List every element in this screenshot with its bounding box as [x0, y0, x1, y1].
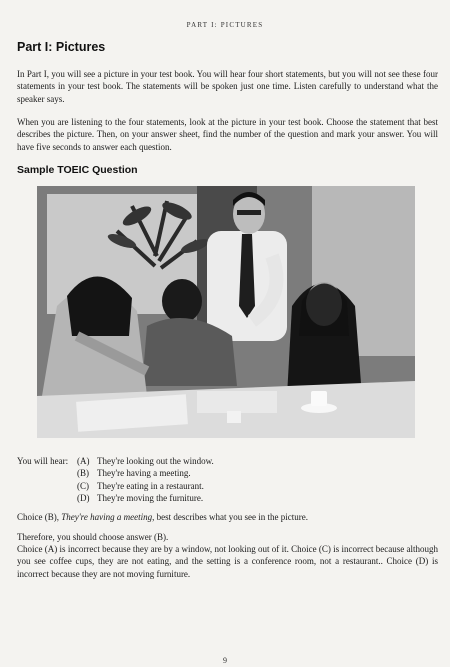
coffee-cup [311, 391, 327, 406]
intro-paragraph-2: When you are listening to the four statements, look at the picture in your test book. Choose the statement that best describes the picture. Then, on your answer sheet, find the number of the question and mark your answer. You will have five seconds to answer each question. [17, 117, 438, 152]
option-text: They're looking out the window. [97, 456, 214, 466]
answer-suffix: , best describes what you see in the picture. [152, 512, 309, 522]
option-text: They're having a meeting. [97, 468, 191, 479]
answer-statement [17, 511, 438, 523]
option-text: They're moving the furniture. [97, 492, 204, 503]
option-b [77, 467, 214, 479]
option-letter: (B) [77, 468, 89, 479]
option-a [77, 455, 214, 467]
option-text: They're eating in a restaurant. [97, 480, 204, 491]
therefore-line: Therefore, you should choose answer (B). [17, 532, 169, 542]
option-c [77, 480, 214, 492]
sample-photo [37, 186, 415, 438]
running-head: PART I: PICTURES [186, 21, 264, 29]
option-letter: (C) [77, 480, 89, 491]
option-d [77, 492, 214, 504]
you-will-hear-label: You will hear: [17, 456, 69, 466]
explanation-paragraph: Choice (A) is incorrect because they are by a window, not looking out of it. Choice (C) is incorrect because although you see coffee cups, they are not eating, and the setting is a conference room, not a restaurant.. Choice (D) is incorrect because they are not moving furniture. [17, 544, 438, 579]
option-letter: (A) [77, 456, 90, 466]
answer-italic: They're having a meeting [61, 512, 153, 522]
option-letter: (D) [77, 492, 90, 503]
meeting-photo-illustration [37, 186, 415, 438]
section-title: Part I: Pictures [17, 40, 106, 54]
coffee-cup-2 [227, 411, 241, 423]
answer-options [77, 455, 214, 504]
page-number: 9 [223, 656, 227, 665]
answer-prefix: Choice (B), [17, 512, 62, 522]
intro-paragraph-1: In Part I, you will see a picture in your test book. You will hear four short statements, but you will not see these four statements in your test book. The statements will be spoken just one time. Listen carefully to understand what the speaker says. [17, 69, 438, 104]
sample-question-title: Sample TOEIC Question [17, 164, 138, 176]
